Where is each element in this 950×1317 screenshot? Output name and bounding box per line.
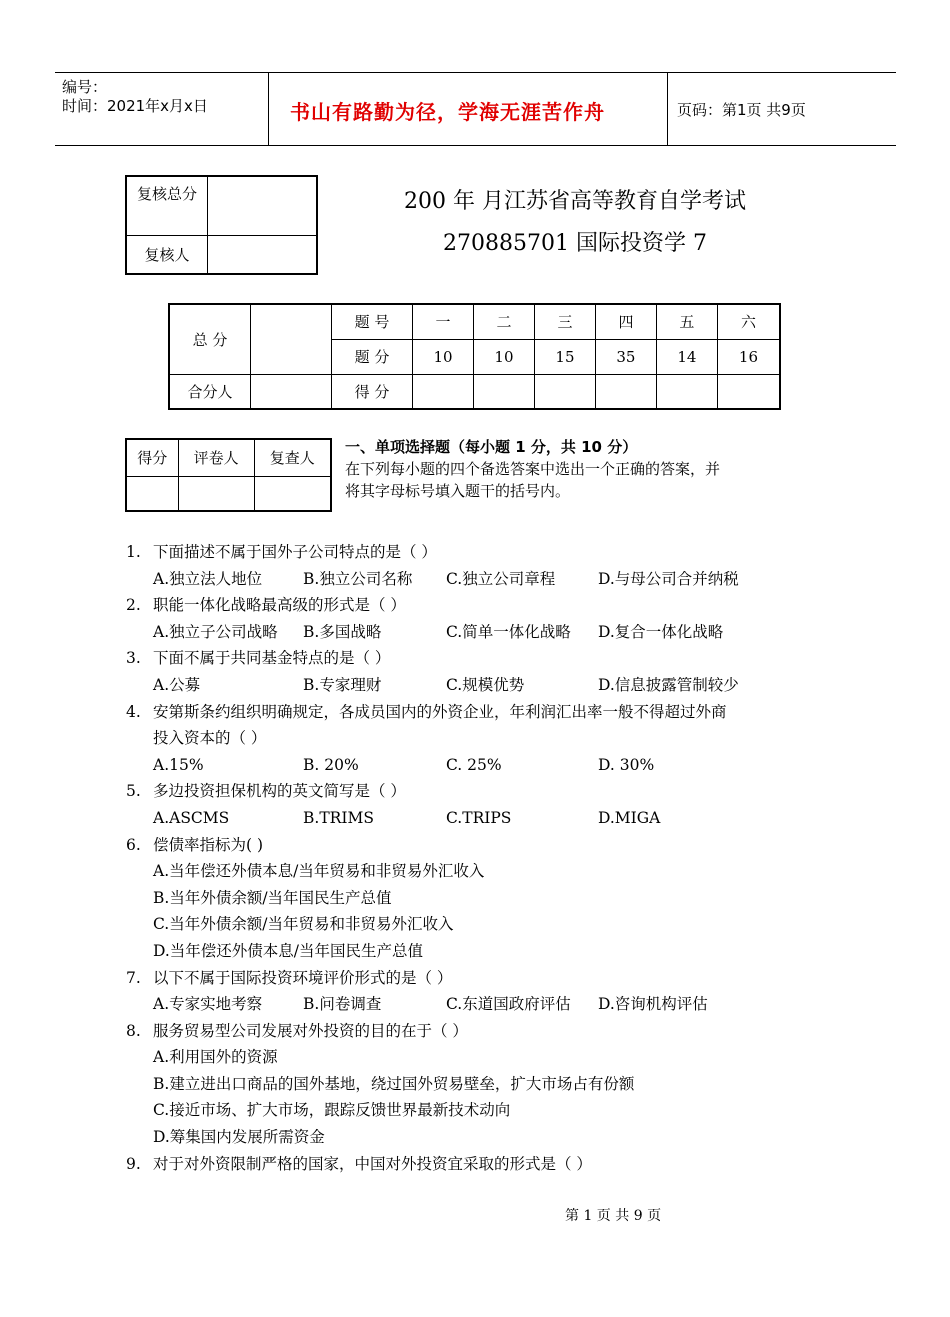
q1-option-d[interactable]: D.与母公司合并纳税 (598, 569, 739, 588)
checker-cell[interactable] (254, 476, 331, 511)
question-col-2: 二 (473, 304, 534, 339)
header-divider-left (268, 72, 269, 145)
question-5: 5. 多边投资担保机构的英文简写是（ ） (126, 782, 406, 801)
q1-option-b[interactable]: B.独立公司名称 (303, 569, 413, 588)
question-7-options (126, 991, 846, 1018)
reviewer-cell[interactable] (208, 235, 318, 274)
section-heading: 一、单项选择题（每小题 1 分，共 10 分） (345, 438, 638, 456)
grader-box (125, 438, 332, 512)
question-2-options (126, 619, 846, 646)
checker-label: 复查人 (254, 439, 331, 476)
q7-option-a[interactable]: A.专家实地考察 (153, 995, 263, 1014)
q3-option-a[interactable]: A.公募 (153, 675, 201, 694)
points-col-4: 35 (595, 339, 656, 374)
header-divider-right (667, 72, 668, 145)
question-1: 1. 下面描述不属于国外子公司特点的是（ ） (126, 543, 437, 561)
question-col-6: 六 (717, 304, 780, 339)
grader-label: 评卷人 (178, 439, 254, 476)
q8-option-b[interactable]: B.建立进出口商品的国外基地，绕过国外贸易壁垒，扩大市场占有份额 (153, 1074, 635, 1093)
page-footer: 第 1 页 共 9 页 (565, 1208, 662, 1224)
grader-cell[interactable] (178, 476, 254, 511)
q4-option-d[interactable]: D. 30% (598, 755, 655, 774)
question-col-4: 四 (595, 304, 656, 339)
q6-option-c[interactable]: C.当年外债余额/当年贸易和非贸易外汇收入 (153, 915, 454, 934)
score-cell-2[interactable] (473, 374, 534, 409)
question-col-3: 三 (534, 304, 595, 339)
points-col-2: 10 (473, 339, 534, 374)
points-label: 题 分 (332, 339, 413, 374)
q2-option-d[interactable]: D.复合一体化战略 (598, 622, 724, 641)
review-total-label: 复核总分 (126, 176, 208, 235)
q3-option-d[interactable]: D.信息披露管制较少 (598, 675, 739, 694)
grader-score-cell[interactable] (126, 476, 178, 511)
q2-option-b[interactable]: B.多国战略 (303, 622, 382, 641)
q5-option-d[interactable]: D.MIGA (598, 808, 661, 827)
question-4-continued: 投入资本的（ ） (153, 729, 267, 748)
q4-option-c[interactable]: C. 25% (446, 755, 502, 774)
motto: 书山有路勤为径，学海无涯苦作舟 (290, 100, 605, 124)
q8-option-a[interactable]: A.利用国外的资源 (153, 1048, 278, 1067)
question-5-options (126, 805, 846, 832)
q1-option-c[interactable]: C.独立公司章程 (446, 569, 556, 588)
question-6: 6. 偿债率指标为( ) (126, 835, 264, 854)
q2-option-c[interactable]: C.简单一体化战略 (446, 622, 571, 641)
points-col-1: 10 (413, 339, 474, 374)
q5-option-a[interactable]: A.ASCMS (153, 808, 230, 827)
header-top-rule (55, 72, 896, 73)
question-col-5: 五 (656, 304, 717, 339)
exam-title-line1: 200 年 月江苏省高等教育自学考试 (404, 189, 746, 214)
review-total-cell[interactable] (208, 176, 318, 235)
question-1-options (126, 566, 846, 593)
question-4-options (126, 752, 846, 779)
points-col-5: 14 (656, 339, 717, 374)
score-label: 得 分 (332, 374, 413, 409)
question-4: 4. 安第斯条约组织明确规定，各成员国内的外资企业，年利润汇出率一般不得超过外商 (126, 702, 727, 721)
q7-option-b[interactable]: B.问卷调查 (303, 995, 382, 1014)
q5-option-b[interactable]: B.TRIMS (303, 808, 374, 827)
q7-option-c[interactable]: C.东道国政府评估 (446, 995, 571, 1014)
points-col-6: 16 (717, 339, 780, 374)
scorer-cell[interactable] (251, 374, 332, 409)
score-cell-1[interactable] (413, 374, 474, 409)
total-label: 总 分 (169, 304, 251, 374)
question-7: 7. 以下不属于国际投资环境评价形式的是（ ） (126, 968, 453, 987)
q3-option-c[interactable]: C.规模优势 (446, 675, 525, 694)
header-bottom-rule (55, 145, 896, 146)
grader-score-label: 得分 (126, 439, 178, 476)
q4-option-b[interactable]: B. 20% (303, 755, 359, 774)
score-cell-3[interactable] (534, 374, 595, 409)
section-instruction-1: 在下列每小题的四个备选答案中选出一个正确的答案，并 (345, 460, 721, 478)
q5-option-c[interactable]: C.TRIPS (446, 808, 512, 827)
question-3: 3. 下面不属于共同基金特点的是（ ） (126, 649, 391, 668)
q8-option-d[interactable]: D.筹集国内发展所需资金 (153, 1128, 325, 1147)
q6-option-d[interactable]: D.当年偿还外债本息/当年国民生产总值 (153, 941, 424, 960)
review-box (125, 175, 318, 275)
points-col-3: 15 (534, 339, 595, 374)
serial-label: 编号： (62, 78, 108, 96)
score-cell-6[interactable] (717, 374, 780, 409)
question-2: 2. 职能一体化战略最高级的形式是（ ） (126, 596, 406, 615)
exam-title-line2: 270885701 国际投资学 7 (443, 231, 707, 256)
scorer-label: 合分人 (169, 374, 251, 409)
score-cell-4[interactable] (595, 374, 656, 409)
q8-option-c[interactable]: C.接近市场、扩大市场，跟踪反馈世界最新技术动向 (153, 1101, 511, 1120)
question-9: 9. 对于对外资限制严格的国家，中国对外投资宜采取的形式是（ ） (126, 1154, 592, 1173)
question-col-1: 一 (413, 304, 474, 339)
q6-option-b[interactable]: B.当年外债余额/当年国民生产总值 (153, 888, 392, 907)
page-indicator: 页码：第1页 共9页 (677, 101, 806, 119)
score-table (168, 303, 781, 410)
q4-option-a[interactable]: A.15% (153, 755, 204, 774)
question-8: 8. 服务贸易型公司发展对外投资的目的在于（ ） (126, 1021, 468, 1040)
score-cell-5[interactable] (656, 374, 717, 409)
reviewer-label: 复核人 (126, 235, 208, 274)
questions-list (126, 539, 846, 1177)
q2-option-a[interactable]: A.独立子公司战略 (153, 622, 278, 641)
q7-option-d[interactable]: D.咨询机构评估 (598, 995, 708, 1014)
question-3-options (126, 672, 846, 699)
q3-option-b[interactable]: B.专家理财 (303, 675, 382, 694)
time-label: 时间：2021年x月x日 (62, 97, 208, 115)
section-instruction-2: 将其字母标号填入题干的括号内。 (345, 482, 571, 500)
total-cell[interactable] (251, 304, 332, 374)
q1-option-a[interactable]: A.独立法人地位 (153, 569, 263, 588)
question-number-label: 题 号 (332, 304, 413, 339)
q6-option-a[interactable]: A.当年偿还外债本息/当年贸易和非贸易外汇收入 (153, 862, 485, 881)
